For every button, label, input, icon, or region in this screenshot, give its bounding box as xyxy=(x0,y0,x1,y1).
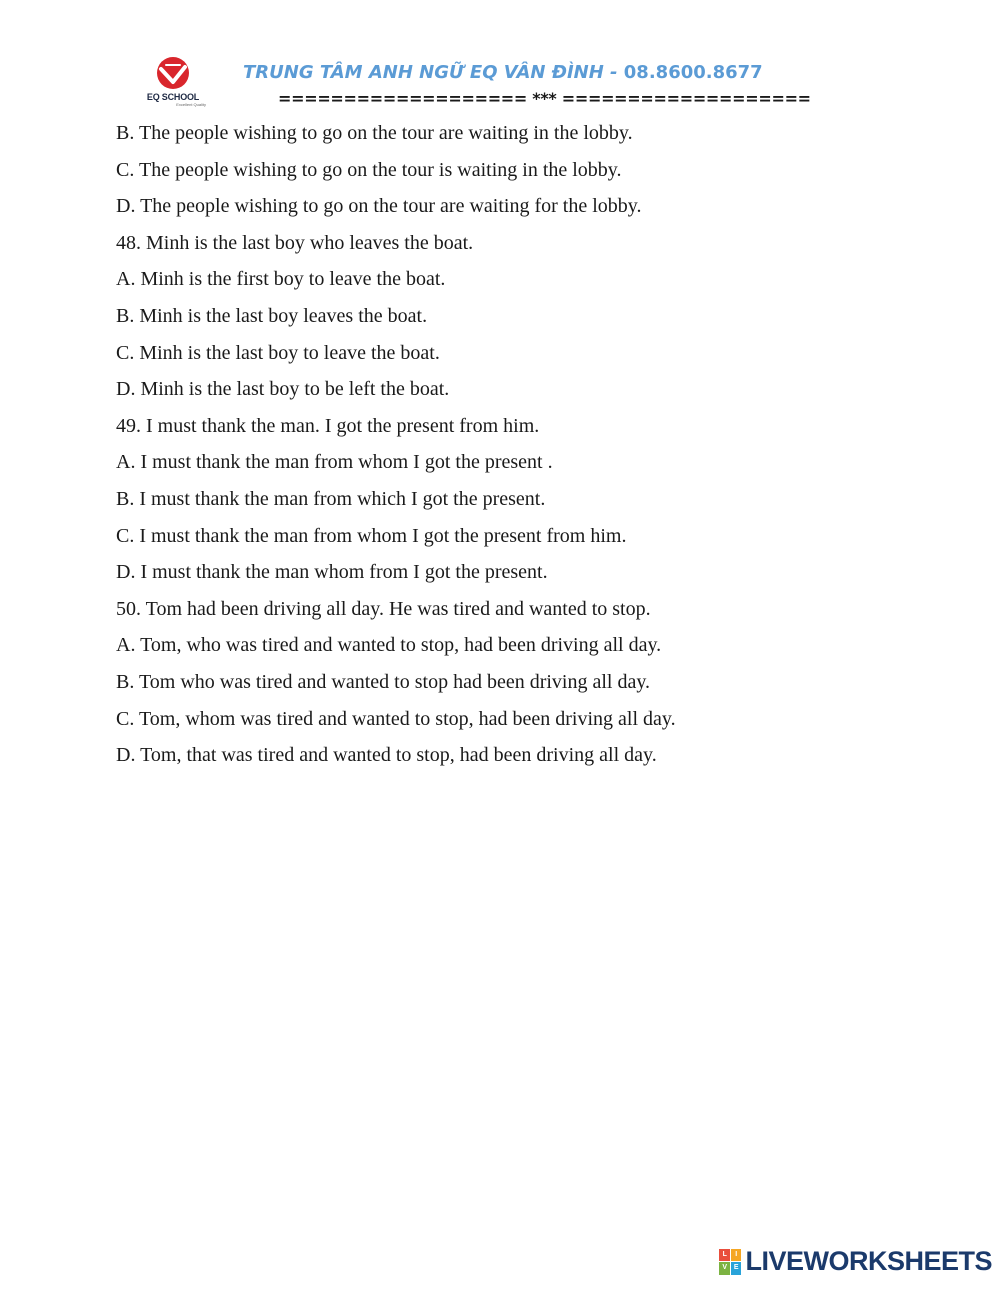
option-line: B. Minh is the last boy leaves the boat. xyxy=(116,304,428,327)
option-line: A. Minh is the first boy to leave the boat. xyxy=(116,268,446,291)
liveworksheets-badge-icon xyxy=(719,1249,741,1275)
option-line: B. The people wishing to go on the tour are waiting in the lobby. xyxy=(116,122,633,144)
badge-letter: V xyxy=(719,1262,730,1275)
option-line: C. Minh is the last boy to leave the boat. xyxy=(116,341,440,364)
option-line: B. Tom who was tired and wanted to stop had been driving all day. xyxy=(116,670,651,693)
center-name: TRUNG TÂM ANH NGỮ EQ VÂN ĐÌNH - xyxy=(243,62,624,83)
option-line: D. The people wishing to go on the tour are waiting for the lobby. xyxy=(116,195,642,218)
option-line: D. I must thank the man whom from I got the present. xyxy=(116,561,548,584)
question-line: 48. Minh is the last boy who leaves the boat. xyxy=(116,231,474,254)
question-line: 50. Tom had been driving all day. He was tired and wanted to stop. xyxy=(116,597,651,620)
option-line: B. I must thank the man from which I got the present. xyxy=(116,487,546,510)
question-list xyxy=(116,115,936,774)
option-line: C. I must thank the man from whom I got the present from him. xyxy=(116,524,627,547)
header-separator: =================== *** =================== xyxy=(278,89,811,108)
option-line: D. Minh is the last boy to be left the boat. xyxy=(116,378,450,401)
option-line: C. The people wishing to go on the tour is waiting in the lobby. xyxy=(116,158,622,181)
option-line: D. Tom, that was tired and wanted to stop, had been driving all day. xyxy=(116,744,657,767)
badge-letter: E xyxy=(731,1262,742,1275)
logo-text: EQ SCHOOL xyxy=(146,92,200,102)
liveworksheets-wordmark: LIVEWORKSHEETS xyxy=(745,1246,992,1276)
eq-shield-icon xyxy=(140,56,206,92)
badge-letter: I xyxy=(731,1249,742,1262)
option-line: A. I must thank the man from whom I got the present . xyxy=(116,451,553,474)
phone-number: 08.8600.8677 xyxy=(623,62,763,83)
eq-school-logo xyxy=(140,56,206,108)
question-line: 49. I must thank the man. I got the present from him. xyxy=(116,414,540,437)
logo-subtext: Excellent Quality xyxy=(176,102,206,107)
liveworksheets-brand[interactable] xyxy=(719,1246,992,1277)
option-line: A. Tom, who was tired and wanted to stop, had been driving all day. xyxy=(116,634,662,657)
badge-letter: L xyxy=(719,1249,730,1262)
header-title xyxy=(243,62,763,83)
option-line: C. Tom, whom was tired and wanted to stop, had been driving all day. xyxy=(116,707,676,730)
